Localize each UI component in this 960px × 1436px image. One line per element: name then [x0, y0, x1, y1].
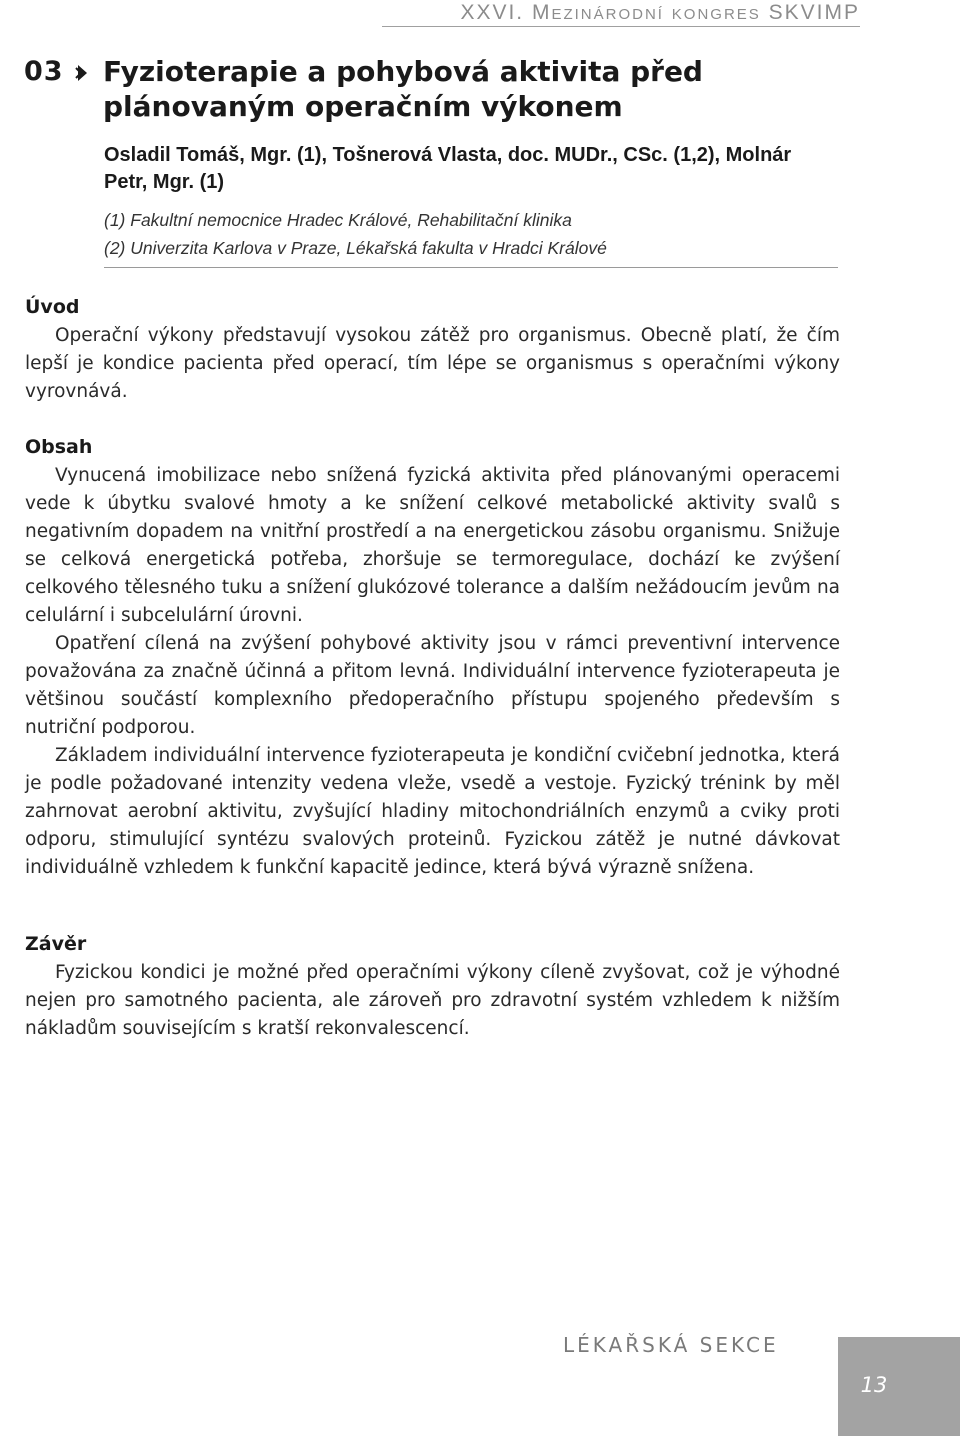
- footer-section-label: LÉKAŘSKÁ SEKCE: [563, 1333, 779, 1357]
- article-title: Fyzioterapie a pohybová aktivita před plánovaným operačním výkonem: [103, 55, 703, 123]
- section-obsah: [25, 432, 840, 882]
- page-number-box: [838, 1337, 960, 1436]
- arrow-right-icon: [75, 62, 91, 84]
- page-number: 13: [860, 1373, 888, 1397]
- section-uvod: [25, 292, 840, 406]
- affiliations: [104, 206, 824, 262]
- section-zaver: [25, 929, 840, 1043]
- article-number: 03: [24, 56, 64, 87]
- header-rule: [382, 26, 860, 27]
- paragraph: Opatření cílená na zvýšení pohybové aktivity jsou v rámci preventivní intervence považována za značně účinná a přitom levná. Individuální intervence fyzioterapeuta je většinou součástí komplexního předoperačního přístupu spojeného především s nutriční podporou.: [25, 633, 840, 738]
- affiliation-1: (1) Fakultní nemocnice Hradec Králové, Rehabilitační klinika: [104, 210, 572, 230]
- affiliation-2: (2) Univerzita Karlova v Praze, Lékařská fakulta v Hradci Králové: [104, 238, 607, 258]
- section-divider: [104, 267, 838, 268]
- paragraph: Fyzickou kondici je možné před operačními výkony cíleně zvyšovat, což je výhodné nejen pro samotného pacienta, ale zároveň pro zdravotní systém vzhledem k nižším nákladům souvisejícím s kratší rekonvalescencí.: [25, 962, 840, 1039]
- paragraph: Základem individuální intervence fyzioterapeuta je kondiční cvičební jednotka, která je podle požadované intenzity vedena vleže, vsedě a vestoje. Fyzický trénink by měl zahrnovat aerobní aktivitu, zvyšující hladiny mitochondriálních enzymů a cviky proti odporu, stimulující syntézu svalových proteinů. Fyzickou zátěž je nutné dávkovat individuálně vzhledem k funkční kapacitě jedince, která bývá výrazně snížena.: [25, 745, 840, 878]
- running-title: XXVI. Mezinárodní kongres SKVIMP: [460, 1, 860, 24]
- authors: Osladil Tomáš, Mgr. (1), Tošnerová Vlasta, doc. MUDr., CSc. (1,2), Molnár Petr, Mgr. (1): [104, 144, 792, 193]
- heading-uvod: Úvod: [25, 296, 80, 318]
- heading-zaver: Závěr: [25, 933, 87, 955]
- paragraph: Vynucená imobilizace nebo snížená fyzická aktivita před plánovanými operacemi vede k úbytku svalové hmoty a ke snížení celkové metabolické aktivity svalů s negativním dopadem na vnitřní prostředí a na energetickou zásobu organismu. Snižuje se celková energetická potřeba, zhoršuje se termoregulace, dochází ke zvýšení celkového tělesného tuku a snížení glukózové tolerance a dalším nežádoucím jevům na celulární i subcelulární úrovni.: [25, 465, 840, 626]
- heading-obsah: Obsah: [25, 436, 93, 458]
- paragraph: Operační výkony představují vysokou zátěž pro organismus. Obecně platí, že čím lepší je kondice pacienta před operací, tím lépe se organismus s operačními výkony vyrovnává.: [25, 325, 840, 402]
